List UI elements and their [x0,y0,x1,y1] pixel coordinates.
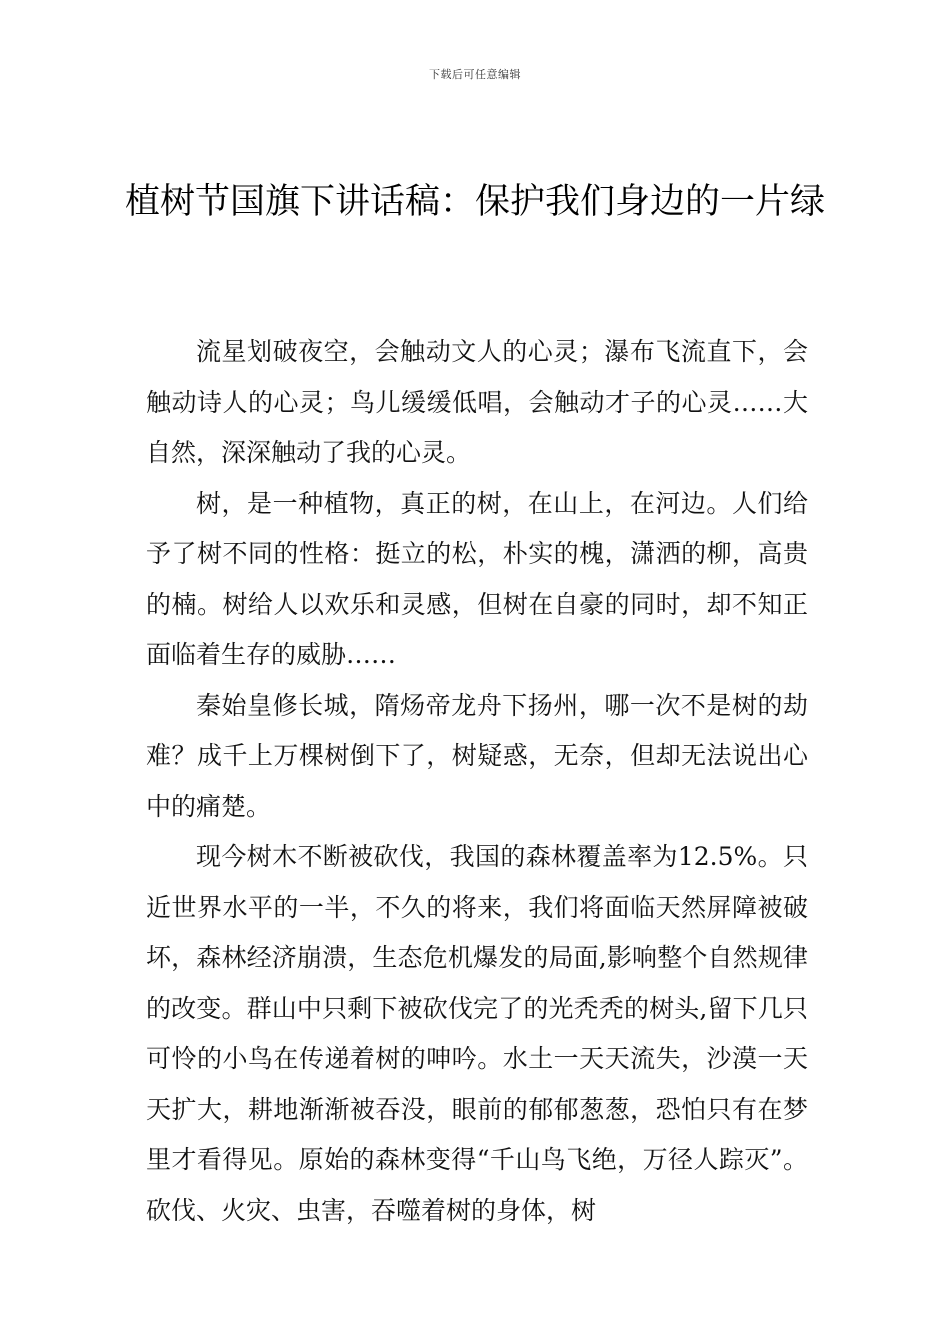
paragraph-3: 秦始皇修长城，隋炀帝龙舟下扬州，哪一次不是树的劫难？成千上万棵树倒下了，树疑惑，无奈，但却无法说出心中的痛楚。 [146,690,808,821]
document-body [146,327,808,1236]
header-note: 下载后可任意编辑 [429,68,521,81]
paragraph-1: 流星划破夜空，会触动文人的心灵；瀑布飞流直下，会触动诗人的心灵；鸟儿缓缓低唱，会触动才子的心灵……大自然，深深触动了我的心灵。 [146,337,808,467]
paragraph-4: 现今树木不断被砍伐，我国的森林覆盖率为12.5%。只近世界水平的一半，不久的将来，我们将面临天然屏障被破坏，森林经济崩溃，生态危机爆发的局面,影响整个自然规律的改变。群山中只剩下被砍伐完了的光秃秃的树头,留下几只可怜的小鸟在传递着树的呻吟。水土一天天流失，沙漠一天天扩大，耕地渐渐被吞没，眼前的郁郁葱葱，恐怕只有在梦里才看得见。原始的森林变得“千山鸟飞绝，万径人踪灭”。砍伐、火灾、虫害，吞噬着树的身体，树 [146,842,808,1225]
paragraph-2: 树，是一种植物，真正的树，在山上，在河边。人们给予了树不同的性格：挺立的松，朴实的槐，潇洒的柳，高贵的楠。树给人以欢乐和灵感，但树在自豪的同时，却不知正面临着生存的威胁…… [146,488,808,669]
document-title: 植树节国旗下讲话稿：保护我们身边的一片绿 [124,182,825,222]
